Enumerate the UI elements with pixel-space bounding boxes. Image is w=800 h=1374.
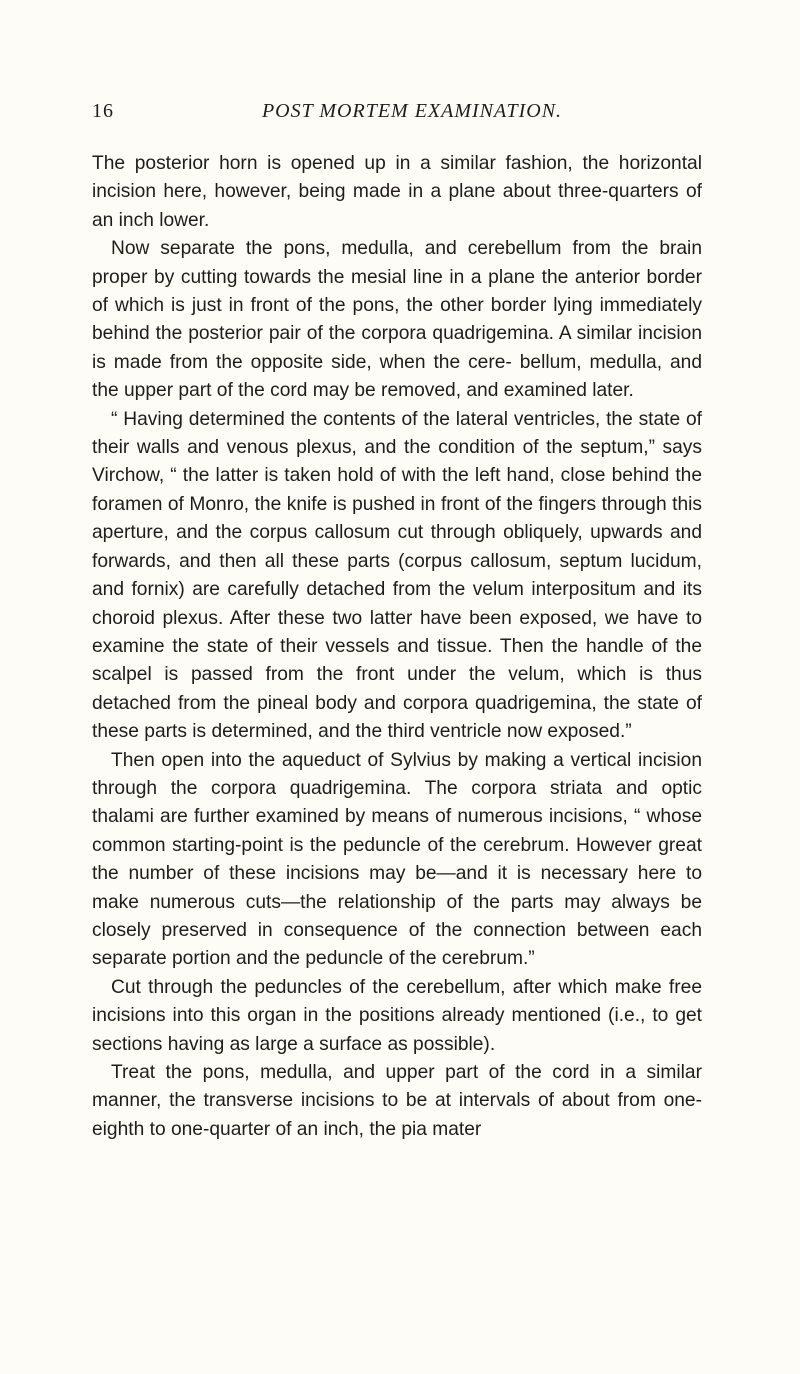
paragraph: “ Having determined the contents of the lateral ventricles, the state of their walls and venous plexus, and the condition of the septum,” says Virchow, “ the latter is taken hold of with the left hand, close behind the foramen of Monro, the knife is pushed in front of the fingers through this aperture, and the corpus callosum cut through obliquely, upwards and forwards, and then all these parts (corpus callosum, septum lucidum, and fornix) are carefully detached from the velum interpositum and its choroid plexus. After these two latter have been exposed, we have to examine the state of their vessels and tissue. Then the handle of the scalpel is passed from the front under the velum, which is thus detached from the pineal body and corpora quadrigemina, the state of these parts is determined, and the third ventricle now exposed.”: [92, 408, 702, 743]
paragraph: Cut through the peduncles of the cerebellum, after which make free incisions into this organ in the positions already mentioned (i.e., to get sections having as large a surface as possible).: [92, 976, 702, 1055]
paragraph: The posterior horn is opened up in a similar fashion, the horizontal incision here, however, being made in a plane about three-quarters of an inch lower.: [92, 153, 702, 231]
paragraph: Now separate the pons, medulla, and cerebellum from the brain proper by cutting towards the mesial line in a plane the anterior border of which is just in front of the pons, the other border lying immediately behind the posterior pair of the corpora quadrigemina. A similar incision is made from the opposite side, when the cere- bellum, medulla, and the upper part of the cord may be removed, and examined later.: [92, 238, 702, 402]
paragraph: Treat the pons, medulla, and upper part of the cord in a similar manner, the transverse incisions to be at intervals of about from one-eighth to one-quarter of an inch, the pia mater: [92, 1062, 702, 1140]
page-number: 16: [92, 100, 114, 122]
body-text: [92, 150, 702, 1144]
running-title: POST MORTEM EXAMINATION.: [261, 100, 563, 122]
running-head: [92, 96, 702, 136]
paragraph: Then open into the aqueduct of Sylvius by making a vertical incision through the corpora quadrigemina. The corpora striata and optic thalami are further examined by means of numerous incisions, “ whose common starting-point is the peduncle of the cerebrum. However great the number of these incisions may be—and it is necessary here to make numerous cuts—the relationship of the parts may always be closely preserved in consequence of the connection between each separate portion and the peduncle of the cerebrum.”: [92, 749, 702, 970]
book-page: [92, 96, 702, 1144]
